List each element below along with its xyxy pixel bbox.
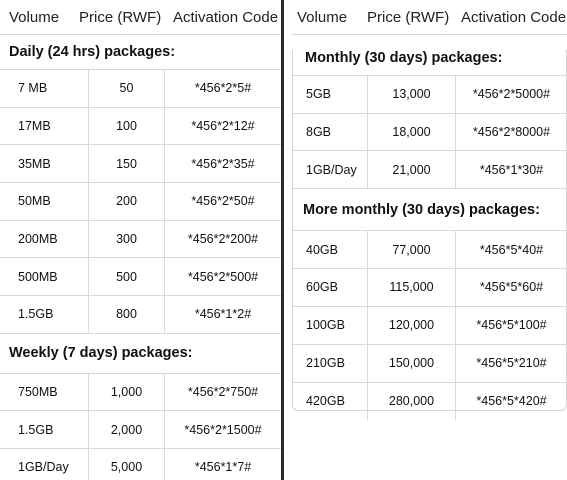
code-cell: *456*2*5000# [455,76,567,113]
price-cell: 5,000 [88,449,164,480]
header-volume: Volume [9,8,60,26]
price-cell: 500 [88,258,164,295]
volume-cell: 100GB [306,318,345,333]
price-cell: 18,000 [367,114,455,151]
price-cell: 100 [88,108,164,145]
code-cell: *456*5*420# [455,383,567,420]
table-row [0,182,281,220]
table-row [0,144,281,182]
code-cell: *456*5*40# [455,231,567,268]
code-cell: *456*2*1500# [164,411,281,448]
code-cell: *456*5*100# [455,307,567,344]
right-table-panel [292,0,567,480]
price-cell: 300 [88,221,164,258]
code-cell: *456*1*7# [164,449,281,480]
weekly-section-title: Weekly (7 days) packages: [0,333,281,373]
table-row [0,220,281,258]
volume-cell: 200MB [18,232,58,247]
price-cell: 150 [88,145,164,182]
code-cell: *456*2*50# [164,183,281,220]
more-monthly-section-title: More monthly (30 days) packages: [292,188,567,230]
table-row [0,410,281,448]
header-price: Price (RWF) [79,8,162,26]
code-cell: *456*1*2# [164,296,281,333]
header-activation-code: Activation Code [173,8,279,26]
volume-cell: 35MB [18,156,51,171]
table-row [0,373,281,411]
table-header [292,0,567,35]
price-cell: 120,000 [367,307,455,344]
table-header [0,0,281,35]
volume-cell: 1.5GB [18,307,54,322]
volume-cell: 210GB [306,356,345,371]
code-cell: *456*2*750# [164,374,281,411]
monthly-section-title: Monthly (30 days) packages: [305,50,503,66]
table-row [0,295,281,333]
volume-cell: 1.5GB [18,422,54,437]
volume-cell: 1GB/Day [306,162,357,177]
weekly-table [0,373,281,480]
volume-cell: 50MB [18,194,51,209]
volume-cell: 7 MB [18,81,48,96]
code-cell: *456*2*500# [164,258,281,295]
price-cell: 2,000 [88,411,164,448]
table-row [0,107,281,145]
code-cell: *456*5*210# [455,345,567,382]
header-activation-code: Activation Code [461,8,567,26]
price-cell: 21,000 [367,151,455,188]
daily-section-title: Daily (24 hrs) packages: [9,44,176,60]
code-cell: *456*2*8000# [455,114,567,151]
left-table-panel [0,0,281,480]
price-cell: 115,000 [367,269,455,306]
panel-divider [281,0,284,480]
volume-cell: 500MB [18,269,58,284]
volume-cell: 40GB [306,242,338,257]
volume-cell: 750MB [18,385,58,400]
volume-cell: 420GB [306,394,345,409]
volume-cell: 8GB [306,125,332,140]
code-cell: *456*2*200# [164,221,281,258]
table-row [0,257,281,295]
volume-cell: 5GB [306,87,332,102]
daily-table [0,69,281,333]
header-volume: Volume [297,8,348,26]
volume-cell: 1GB/Day [18,460,69,475]
price-cell: 150,000 [367,345,455,382]
header-price: Price (RWF) [367,8,450,26]
price-cell: 280,000 [367,383,455,420]
price-cell: 77,000 [367,231,455,268]
code-cell: *456*2*35# [164,145,281,182]
right-table-frame [292,50,567,411]
price-cell: 13,000 [367,76,455,113]
volume-cell: 60GB [306,280,338,295]
code-cell: *456*1*30# [455,151,567,188]
price-cell: 1,000 [88,374,164,411]
code-cell: *456*2*5# [164,70,281,107]
price-cell: 50 [88,70,164,107]
code-cell: *456*5*60# [455,269,567,306]
price-cell: 800 [88,296,164,333]
price-cell: 200 [88,183,164,220]
volume-cell: 17MB [18,119,51,134]
table-row [0,448,281,480]
table-row [0,69,281,107]
code-cell: *456*2*12# [164,108,281,145]
